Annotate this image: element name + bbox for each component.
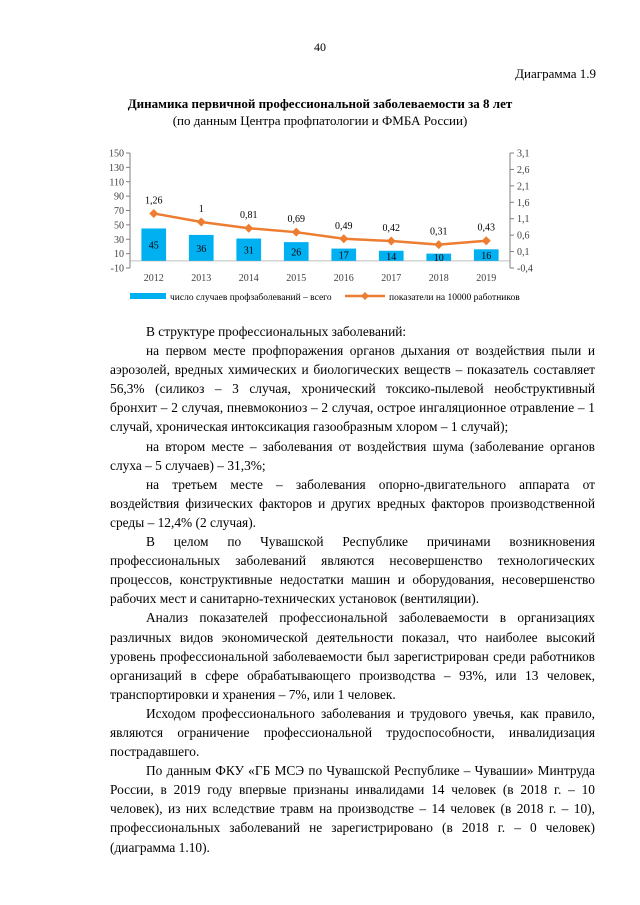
bar-data-label: 16: [481, 251, 492, 263]
bar-data-label: 14: [386, 251, 397, 263]
left-tick-label: -10: [110, 263, 124, 275]
chart-subtitle: (по данным Центра профпатологии и ФМБА России): [172, 113, 468, 128]
page-number: 40: [314, 40, 326, 54]
line-point: [292, 228, 301, 237]
x-tick-label: 2019: [476, 273, 497, 284]
line-data-label: 1,26: [145, 195, 163, 207]
bar-data-label: 45: [148, 240, 159, 252]
paragraph: Анализ показателей профессиональной заболеваемости в организациях различных видов экономической деятельности показал, что наиболее высокий уровень профессиональной заболеваемости был зарегистрирован среди работников организаций в сфере обрабатывающего производства – 93%, или 13 человек, транспортировки и хранения – 7%, или 1 человек.: [110, 610, 595, 702]
chart-title: Динамика первичной профессиональной заболеваемости за 8 лет: [127, 96, 513, 111]
line-data-label: 0,69: [287, 214, 305, 226]
legend-marker-line: [361, 292, 369, 300]
line-data-label: 0,42: [382, 223, 400, 235]
legend-label-bars: число случаев профзаболеваний – всего: [170, 293, 332, 303]
legend-swatch-bars: [130, 293, 166, 299]
right-tick-label: 1,1: [517, 214, 530, 226]
left-tick-label: 30: [114, 234, 124, 246]
paragraph: Исходом профессионального заболевания и трудового увечья, как правило, являются ограничение профессиональной трудоспособности, инвалидизация пострадавшего.: [110, 705, 595, 760]
combo-chart: [90, 140, 560, 310]
line-data-label: 0,43: [477, 222, 495, 234]
line-point: [482, 236, 491, 245]
body-text: [110, 322, 595, 857]
x-tick-label: 2015: [286, 273, 307, 284]
right-tick-label: 0,1: [517, 247, 530, 259]
right-tick-label: 3,1: [517, 148, 530, 160]
right-tick-label: 1,6: [517, 197, 530, 209]
paragraph: В структуре профессиональных заболеваний:: [146, 324, 407, 339]
x-tick-label: 2016: [333, 273, 354, 284]
right-tick-label: 2,1: [517, 181, 530, 193]
paragraph: на втором месте – заболевания от воздействия шума (заболевание органов слуха – 5 случаев) – 31,3%;: [110, 438, 595, 473]
line-data-label: 0,81: [240, 210, 258, 222]
line-point: [339, 234, 348, 243]
left-tick-label: 50: [114, 220, 124, 232]
x-tick-label: 2018: [428, 273, 449, 284]
left-tick-label: 150: [109, 148, 124, 160]
bar-data-label: 36: [196, 243, 207, 255]
line-data-label: 0,31: [430, 226, 448, 238]
line-data-label: 0,49: [335, 220, 353, 232]
paragraph: на третьем месте – заболевания опорно-двигательного аппарата от воздействия физических факторов и других вредных факторов производственной среды – 12,4% (2 случая).: [110, 476, 595, 530]
x-tick-label: 2013: [191, 273, 212, 284]
bar-data-label: 17: [338, 250, 349, 262]
line-point: [244, 224, 253, 233]
line-point: [387, 237, 396, 246]
diagram-number: Диаграмма 1.9: [515, 66, 596, 81]
x-tick-label: 2017: [381, 273, 402, 284]
line-point: [149, 209, 158, 218]
left-tick-label: 110: [109, 177, 124, 189]
line-data-label: 1: [198, 204, 204, 215]
right-tick-label: 0,6: [517, 230, 530, 242]
line-point: [434, 240, 443, 249]
x-tick-label: 2012: [143, 273, 164, 284]
x-tick-label: 2014: [238, 273, 259, 284]
legend-label-line: показатели на 10000 работников: [389, 293, 520, 303]
right-tick-label: -0,4: [517, 263, 533, 275]
left-tick-label: 70: [114, 206, 124, 217]
paragraph: По данным ФКУ «ГБ МСЭ по Чувашской Республике – Чувашии» Минтруда России, в 2019 году впервые признаны инвалидами 14 человек (в 2018 г. – 10 человек), из них вследствие травм на производстве – 14 человек (в 2018 г. – 10), профессиональных заболеваний не зарегистрировано (в 2018 г. – 0 человек) (диаграмма 1.10).: [110, 763, 595, 855]
paragraph: В целом по Чувашской Республике причинами возникновения профессиональных заболеваний являются несовершенство технологических процессов, конструктивные недостатки машин и оборудования, несовершенство рабочих мест и санитарно-технических установок (вентиляции).: [110, 534, 595, 607]
bar-data-label: 26: [291, 247, 302, 259]
bar-data-label: 10: [433, 253, 444, 265]
left-tick-label: 10: [114, 249, 124, 261]
bar-data-label: 31: [243, 245, 254, 257]
left-tick-label: 90: [114, 191, 124, 203]
paragraph: на первом месте профпоражения органов дыхания от воздействия пыли и аэрозолей, вредных химических и биологических веществ – показатель составляет 56,3% (силикоз – 3 случая, хронический токсико-пылевой необструктивный бронхит – 2 случая, пневмокониоз – 2 случая, острое ингаляционное отравление – 1 случай, хроническая интоксикация газообразным хлором – 1 случай);: [110, 343, 595, 435]
line-point: [197, 218, 206, 227]
right-tick-label: 2,6: [517, 164, 530, 176]
left-tick-label: 130: [109, 162, 124, 174]
